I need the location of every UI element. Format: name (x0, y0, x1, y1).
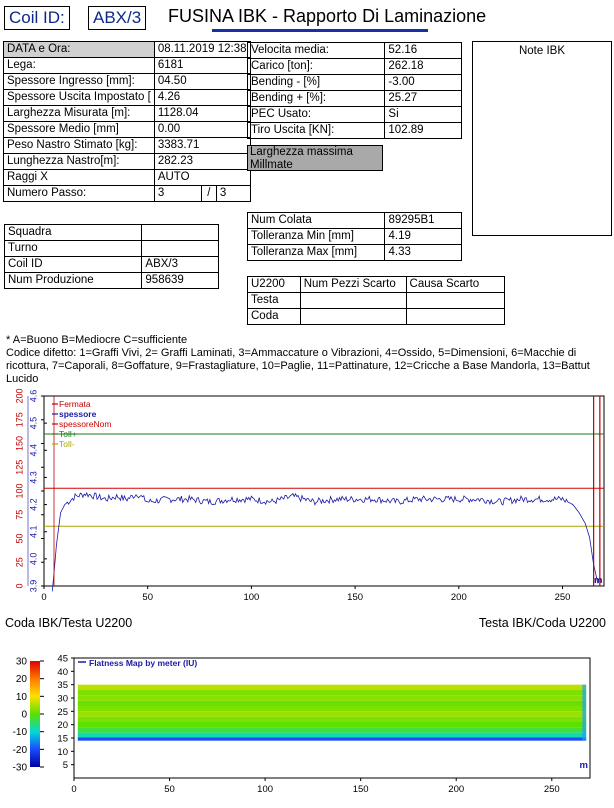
colorbar-label: -10 (12, 727, 27, 739)
scarto-causa-testa[interactable] (406, 293, 504, 309)
flatness-band (78, 727, 586, 732)
thickness-chart (0, 386, 614, 610)
info-table (3, 41, 251, 202)
left-axis-label: 75 (14, 509, 25, 520)
map-unit-label: m (579, 760, 588, 771)
legend-entry: Toll- (59, 439, 75, 449)
flatness-band (78, 701, 586, 706)
row-label: Tolleranza Min [mm] (248, 229, 385, 245)
row-value: 102.89 (385, 123, 462, 139)
left-axis-label: 0 (14, 583, 25, 589)
row-value: 262.18 (385, 59, 462, 75)
process-row (248, 91, 462, 107)
left-axis-label: 150 (14, 435, 25, 452)
row-value: 89295B1 (385, 213, 462, 229)
squadra-row (5, 257, 219, 273)
process-row (248, 43, 462, 59)
title-underline (212, 29, 428, 32)
defect-codes-line1: Codice difetto: 1=Graffi Vivi, 2= Graffi Laminati, 3=Ammaccature o Vibrazioni, 4=Ossido, 5=Dimensioni, 6=Macchie di (6, 347, 577, 359)
row-label: Bending + [%]: (248, 91, 385, 107)
row-value[interactable]: ABX/3 (142, 257, 219, 273)
left-axis-label: 50 (14, 533, 25, 544)
colata-row (248, 245, 462, 261)
info-row (4, 106, 251, 122)
flatness-band (78, 737, 586, 740)
row-value: 282.23 (154, 154, 250, 170)
squadra-table (4, 224, 219, 289)
scarto-causa-coda[interactable] (406, 309, 504, 325)
defect-codes-line2: ricottura, 7=Caporali, 8=Goffature, 9=Frastagliature, 10=Paglie, 11=Pattinature, 12=Cricche a Base Mandorla, 13=Battut (6, 360, 590, 372)
flatness-edge (582, 685, 586, 741)
x-unit-label: m (594, 575, 603, 586)
map-x-label: 250 (543, 784, 560, 795)
row-label: Peso Nastro Stimato [kg]: (4, 138, 155, 154)
scarto-pezzi-coda[interactable] (300, 309, 406, 325)
colorbar-label: 0 (21, 709, 27, 721)
scarto-header-causa: Causa Scarto (406, 277, 504, 293)
quality-legend: * A=Buono B=Mediocre C=sufficiente (6, 334, 188, 346)
map-y-label: 45 (57, 653, 68, 665)
flatness-band (78, 711, 586, 716)
scarto-row-coda (248, 309, 505, 325)
row-value[interactable] (142, 225, 219, 241)
colata-row (248, 229, 462, 245)
row-value: 0.00 (154, 122, 250, 138)
row-label: Coil ID (5, 257, 142, 273)
thickness-axis-label: 3.9 (28, 579, 39, 593)
map-y-label: 30 (57, 693, 68, 705)
coil-id-value: ABX/3 (93, 8, 142, 27)
coil-id-label: Coil ID: (9, 8, 65, 27)
process-row (248, 107, 462, 123)
scarto-header-pezzi: Num Pezzi Scarto (300, 277, 406, 293)
flatness-band (78, 722, 586, 727)
passo-label: Numero Passo: (4, 186, 155, 202)
defect-legend (6, 334, 612, 385)
row-value[interactable] (142, 241, 219, 257)
row-value: Si (385, 107, 462, 123)
left-axis-label: 100 (14, 483, 25, 499)
map-x-label: 50 (164, 784, 175, 795)
info-row (4, 154, 251, 170)
x-axis-label: 100 (243, 592, 260, 603)
colata-row (248, 213, 462, 229)
row-value: 6181 (154, 58, 250, 74)
scarto-pezzi-testa[interactable] (300, 293, 406, 309)
process-row (248, 123, 462, 139)
colorbar-label: 30 (15, 656, 27, 668)
passo-current: 3 (155, 186, 202, 201)
row-value: 1128.04 (154, 106, 250, 122)
x-axis-label: 250 (554, 592, 571, 603)
info-row (4, 170, 251, 186)
row-value: 4.33 (385, 245, 462, 261)
map-x-label: 0 (71, 784, 77, 795)
map-x-label: 100 (257, 784, 274, 795)
x-axis-label: 200 (450, 592, 467, 603)
row-value: -3.00 (385, 75, 462, 91)
row-value[interactable]: 958639 (142, 273, 219, 289)
row-label: Bending - [%] (248, 75, 385, 91)
note-ibk-box (472, 41, 612, 236)
row-label: Spessore Ingresso [mm]: (4, 74, 155, 90)
left-axis-label: 125 (14, 459, 25, 475)
map-y-label: 15 (57, 733, 68, 745)
row-label: Raggi X (4, 170, 155, 186)
defect-codes-line3: Lucido (6, 373, 39, 385)
legend-entry: Fermata (59, 399, 91, 409)
colorbar-label: 10 (15, 691, 27, 703)
legend-entry: spessoreNom (59, 419, 112, 429)
map-y-label: 40 (57, 666, 68, 678)
thickness-axis-label: 4.4 (28, 444, 39, 457)
left-axis-label: 25 (14, 557, 25, 568)
colorbar-label: -20 (12, 744, 27, 756)
map-y-label: 5 (62, 760, 68, 772)
scarto-row-label: Testa (248, 293, 301, 309)
row-label: Lunghezza Nastro[m]: (4, 154, 155, 170)
row-value: 25.27 (385, 91, 462, 107)
legend-entry: Toll+ (59, 429, 77, 439)
scarto-header-row (248, 277, 505, 293)
thickness-axis-label: 4.0 (28, 552, 39, 566)
page-title: FUSINA IBK - Rapporto Di Laminazione (168, 6, 487, 26)
colorbar (30, 661, 40, 767)
colata-table (247, 212, 462, 261)
left-axis-label: 200 (14, 388, 25, 404)
note-ibk-label: Note IBK (518, 45, 566, 57)
row-label: Lega: (4, 58, 155, 74)
row-label: DATA e Ora: (4, 42, 155, 58)
info-row (4, 138, 251, 154)
map-y-label: 10 (57, 746, 68, 758)
row-value: 3383.71 (154, 138, 250, 154)
x-axis-label: 0 (41, 592, 47, 603)
map-label-right: Testa IBK/Coda U2200 (478, 616, 606, 630)
scarto-header-u2200: U2200 (248, 277, 301, 293)
thickness-axis-label: 4.1 (28, 525, 39, 538)
colorbar-label: 20 (15, 674, 27, 686)
row-value: 4.19 (385, 229, 462, 245)
row-label: Num Produzione (5, 273, 142, 289)
scarto-table (247, 276, 505, 325)
info-row (4, 74, 251, 90)
flatness-band (78, 706, 586, 711)
flatness-band (78, 690, 586, 695)
flatness-band (78, 695, 586, 700)
thickness-axis-label: 4.2 (28, 498, 39, 511)
row-label: Tiro Uscita [KN]: (248, 123, 385, 139)
passo-sep: / (202, 186, 217, 201)
millmate-label: Larghezza massima Millmate (247, 145, 383, 171)
info-row (4, 122, 251, 138)
info-row (4, 42, 251, 58)
row-label: Tolleranza Max [mm] (248, 245, 385, 261)
map-x-label: 200 (448, 784, 465, 795)
row-label: Velocita media: (248, 43, 385, 59)
process-row (248, 75, 462, 91)
left-axis-label: 175 (14, 412, 25, 428)
map-y-label: 20 (57, 720, 68, 732)
row-value: 04.50 (154, 74, 250, 90)
colorbar-label: -30 (12, 762, 27, 774)
coil-id-value-box (88, 6, 146, 30)
info-row (4, 58, 251, 74)
squadra-row (5, 273, 219, 289)
row-label: Spessore Uscita Impostato [ (4, 90, 155, 106)
thickness-axis-label: 4.5 (28, 416, 39, 430)
squadra-row (5, 225, 219, 241)
row-value: AUTO (154, 170, 250, 186)
row-label: PEC Usato: (248, 107, 385, 123)
flatness-band (78, 717, 586, 722)
thickness-axis-label: 4.3 (28, 471, 39, 484)
info-row (4, 90, 251, 106)
x-axis-label: 150 (347, 592, 364, 603)
process-table (247, 42, 462, 139)
scarto-row-label: Coda (248, 309, 301, 325)
map-label-left: Coda IBK/Testa U2200 (5, 616, 133, 630)
thickness-axis-label: 4.6 (28, 389, 39, 403)
map-y-label: 25 (57, 706, 68, 718)
scarto-row-testa (248, 293, 505, 309)
x-axis-label: 50 (142, 592, 153, 603)
row-label: Turno (5, 241, 142, 257)
row-label: Num Colata (248, 213, 385, 229)
flatness-map (0, 648, 614, 808)
map-title: Flatness Map by meter (IU) (89, 658, 198, 668)
coil-id-label-box (4, 6, 70, 30)
plot-area (44, 396, 604, 586)
row-value: 52.16 (385, 43, 462, 59)
passo-total: 3 (219, 187, 227, 199)
map-y-label: 35 (57, 680, 68, 692)
legend-entry: spessore (59, 409, 97, 419)
map-x-label: 150 (352, 784, 369, 795)
row-value: 08.11.2019 12:38 (154, 42, 250, 58)
passo-row (4, 186, 251, 202)
row-label: Larghezza Misurata [m]: (4, 106, 155, 122)
row-label: Squadra (5, 225, 142, 241)
squadra-row (5, 241, 219, 257)
flatness-band (78, 733, 586, 738)
row-value: 4.26 (154, 90, 250, 106)
row-label: Spessore Medio [mm] (4, 122, 155, 138)
flatness-band (78, 685, 586, 690)
row-label: Carico [ton]: (248, 59, 385, 75)
process-row (248, 59, 462, 75)
